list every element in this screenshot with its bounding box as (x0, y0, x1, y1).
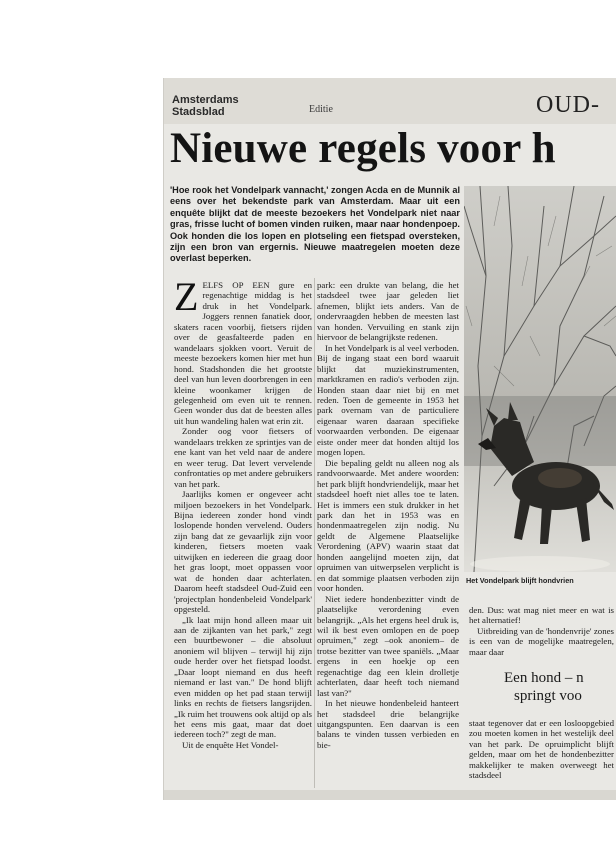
paragraph: In het nieuwe hondenbeleid hanteert het stadsdeel drie belangrijke uitgangspunten. Een daarvan is een balans te vinden tussen verbieden en bie- (317, 698, 459, 750)
paragraph: Jaarlijks komen er ongeveer acht miljoen bezoekers in het Vondelpark. Bijna iedereen zonder hond vindt loslopende honden vervelend. Ouders zijn bang dat ze gevaarlijk zijn voor kinderen, fietsers moeten vaak uitwijken en iedereen die graag door het gras loopt, moet oppassen voor wat de honden daar achterlaten. Daarom heeft stadsdeel Oud-Zuid een 'projectplan hondenbeleid Vondelpark' opgesteld. (174, 489, 312, 615)
article-headline: Nieuwe regels voor h (170, 125, 556, 172)
article-column-2 (317, 280, 459, 790)
drop-cap: Z (174, 274, 199, 319)
article-column-4 (469, 718, 614, 800)
dog-photo (464, 186, 616, 572)
paragraph (174, 274, 312, 426)
masthead (164, 78, 616, 124)
section-title: OUD- (536, 92, 600, 118)
edition-label: Editie (309, 104, 333, 115)
article-column-1 (174, 274, 313, 790)
clipping-bottom-edge (164, 790, 616, 800)
subheading-line-1: Een hond – n (504, 670, 584, 686)
article-intro: 'Hoe rook het Vondelpark vannacht,' zongen Acda en de Munnik al eens over het bekendste park van Amsterdam. Maar uit een enquête blijkt dat de meeste bezoekers het Vondelpark niet naar gras, frisse lucht of bomen vinden ruiken, maar naar hondenpoep. Ook honden die los lopen en plotseling een fietspad oversteken, zijn een bron van ergernis. Nieuwe maatregelen moeten deze overlast beperken. (170, 185, 460, 264)
paragraph: „Ik laat mijn hond alleen maar uit aan de zijkanten van het park," zegt een buurtbewoner – die absoluut anoniem wil blijven – terwijl hij zijn oude herder over het fietspad loodst. „Daar loopt niemand en dus heeft niemand er last van." De hond blijft even midden op het pad staan terwijl links en rechts de fietsers langsrijden. „Ik ruim het trouwens ook altijd op als het eens mis gaat, maar dat doet iedereen toch?" zegt de man. (174, 614, 312, 740)
paragraph: staat tegenover dat er een losloopgebied zou moeten komen in het westelijk deel van het park. De opruimplicht blijft gelden, maar om het de hondenbezitter makkelijker te maken overweegt het stadsdeel (469, 718, 614, 781)
paragraph: In het Vondelpark is al veel verboden. Bij de ingang staat een bord waaruit blijkt dat muziekinstrumenten, marktkramen en radio's verboden zijn. Honden staan daar niet bij en met reden. Toen de gemeente in 1953 het park overnam van de particuliere eigenaar waren daaraan specifieke voorwaarden verbonden. De eigenaar eiste onder meer dat honden altijd los mogen lopen. (317, 342, 460, 458)
paragraph-text: ELFS OP EEN gure en regenachtige middag is het druk in het Vondelpark. Joggers rennen fanatiek door, skaters racen voorbij, fietsers rijden over de geasfalteerde paden en wandelaars sjokken voort. Veruit de meeste bezoekers komen hier met hun hond. Stadshonden die het grootste deel van hun leven doorbrengen in een kleine woonkamer krijgen de gelegenheid om even uit te rennen. Geen wonder dus dat de beesten alles uit hun wandeling halen wat erin zit. (174, 280, 312, 426)
photo-caption: Het Vondelpark blijft hondvrien (466, 576, 574, 585)
paragraph: Die bepaling geldt nu alleen nog als randvoorwaarde. Met andere woorden: het park blijft hondvriendelijk, maar het stadsdeel hoeft niet alles toe te laten. Het is immers een stuk drukker in het park dan het in 1953 was en hondenmaatregelen zijn nodig. Nu geldt de Algemene Plaatselijke Verordening (APV) waarin staat dat honden aangelijnd moeten zijn, dat opruimen van uitwerpselen verplicht is en dat sommige plaatsen verboden zijn voor honden. (317, 457, 459, 594)
column-divider (314, 278, 315, 788)
paragraph: den. Dus: wat mag niet meer en wat is het alternatief! (469, 605, 614, 626)
paragraph: Uit de enquête Het Vondel- (182, 739, 279, 750)
paragraph: Uitbreiding van de 'hondenvrije' zones is een van de mogelijke maatregelen, maar daar (469, 625, 614, 657)
newspaper-clipping (164, 78, 616, 800)
newspaper-name: Amsterdams Stadsblad (172, 94, 239, 118)
paragraph: Zonder oog voor fietsers of wandelaars trekken ze sprintjes van de ene kant van het veld naar de andere en weer terug. Dat levert vervelende confrontaties op met andere gebruikers van het park. (174, 426, 313, 489)
paragraph: park: een drukte van belang, die het stadsdeel twee jaar geleden liet afnemen, blijkt iets anders. Van de ondervraagden hebben de meesten last van honden. Vervuiling en stank zijn hiervoor de belangrijkste redenen. (317, 280, 459, 343)
dog-photo-illustration (464, 186, 616, 572)
subheading-line-2: springt voo (514, 688, 582, 704)
paragraph: Niet iedere hondenbezitter vindt de plaatselijke verordening even belangrijk. „Als het ergens heel druk is, wil ik best even omlopen en de poep opruimen," zegt –ook anoniem– de trotse bezitter van twee spaniëls. „Maar ergens in een hoekje op een regenachtige dag een klein drolletje achterlaten, daar heeft toch niemand last van?" (317, 593, 459, 698)
